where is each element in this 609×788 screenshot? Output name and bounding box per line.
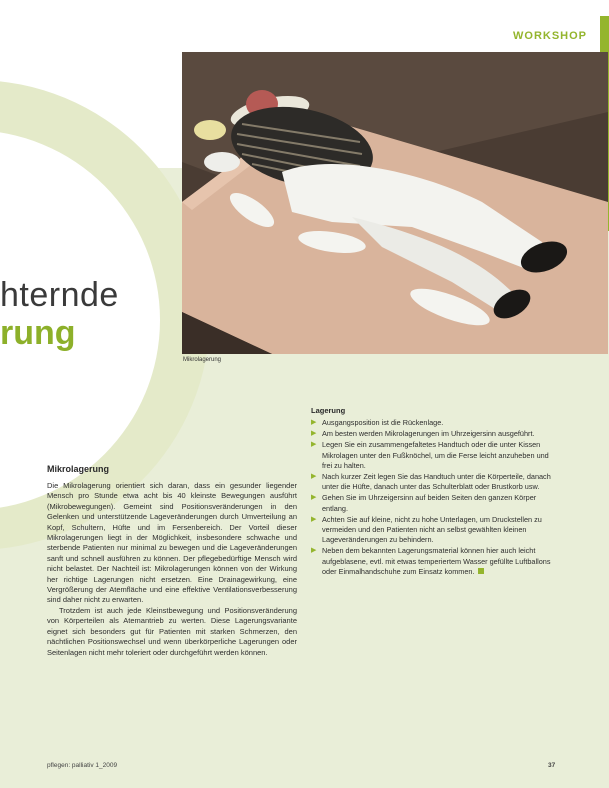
arrow-bullet-icon: ▶ xyxy=(311,547,317,555)
patient-photo xyxy=(182,52,608,354)
list-item: ▶ Gehen Sie im Uhrzeigersinn auf beiden Seiten den ganzen Körper entlang. xyxy=(311,493,537,513)
arrow-bullet-icon: ▶ xyxy=(311,419,317,426)
left-paragraph-2: Trotzdem ist auch jede Kleinstbewegung und Positionsveränderung von Körperteilen als Atemantrieb zu werten. Diese Lagerungsvariante eignet sich besonders gut für Patienten mit starken Schmerzen, den nächtlichen Positionswechsel und wenn überkörperliche Lagerungen oder Seitenlagen nicht mehr toleriert oder durchgeführt werden können. xyxy=(47,605,297,657)
arrow-bullet-icon: ▶ xyxy=(311,494,317,502)
page-number: 37 xyxy=(548,762,556,769)
left-paragraph-1: Die Mikrolagerung orientiert sich daran, dass ein gesunder liegender Mensch pro Stunde etwa acht bis 40 kleinste Bewegungen ausführt (Mikrobewegungen). Gemeint sind Positionsveränderungen in den Gelenken und unterstützende Lageveränderungen durch Umverteilung an Kopf, Schultern, Hüfte und im Fersenbereich. Der Vorteil dieser Mikrolagerungen liegt in der Möglichkeit, insbesondere schwache und sterbende Patienten nur minimal zu bewegen und die Lageveränderungen sanft und schnell ausführen zu können. Der pflegebedürftige Mensch wird nicht belastet. Der Nachteil ist: Mikrolagerungen können von der Wirkung her richtige Lagerungen nicht ersetzen. Eine Drainagewirkung, eine Vergrößerung der Atemfläche und eine effektive Ventilationsverbesserung sind daher nicht zu erwarten. xyxy=(47,481,297,605)
list-item: ▶ Achten Sie auf kleine, nicht zu hohe Unterlagen, um Druckstellen zu vermeiden und den Patienten nicht an selbst gewählten kleinen Lageveränderungen zu behindern. xyxy=(311,514,542,545)
left-body xyxy=(47,481,297,658)
footer-publication: pflegen: palliativ 1_2009 xyxy=(47,762,118,769)
list-item: ▶ Neben dem bekannten Lagerungsmaterial können hier auch leicht aufgeblasene, evtl. mit etwas temperiertem Wasser gefüllte Luftballons oder Einmalhandschuhe zum Einsatz kommen. xyxy=(311,546,551,576)
end-mark-icon xyxy=(478,568,484,574)
list-item: ▶ Ausgangsposition ist die Rückenlage. xyxy=(311,418,444,427)
arrow-bullet-icon: ▶ xyxy=(311,473,317,481)
right-heading: Lagerung xyxy=(311,406,346,415)
title-line-1: hternde xyxy=(0,276,119,314)
arrow-bullet-icon: ▶ xyxy=(311,430,317,438)
title-line-2: rung xyxy=(0,314,76,352)
list-item: ▶ Nach kurzer Zeit legen Sie das Handtuch unter die Körperteile, danach unter die Hüfte, danach unter das Schulterblatt oder Brustkorb usw. xyxy=(311,472,551,492)
left-heading: Mikrolagerung xyxy=(47,464,110,474)
arrow-bullet-icon: ▶ xyxy=(311,515,317,523)
list-item: ▶ Legen Sie ein zusammengefaltetes Handtuch oder die unter Kissen Mikrolagen unter den Fußknöchel, um die Ferse leicht anzuheben und frei zu halten. xyxy=(311,440,549,470)
lagerung-list xyxy=(311,418,551,578)
section-label: WORKSHOP xyxy=(513,30,587,42)
arrow-bullet-icon: ▶ xyxy=(311,441,317,449)
photo-caption: Mikrolagerung xyxy=(183,357,222,363)
list-item: ▶ Am besten werden Mikrolagerungen im Uhrzeigersinn ausgeführt. xyxy=(311,429,535,439)
